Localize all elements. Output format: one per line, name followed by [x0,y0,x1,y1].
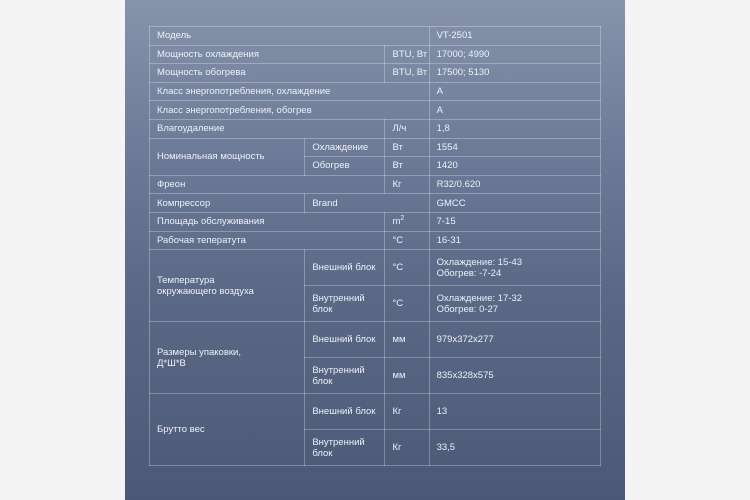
table-row-package-outdoor [150,322,601,358]
row-sublabel: Внутренний блок [305,358,385,394]
row-sublabel: Обогрев [305,157,385,176]
row-value: 13 [429,394,600,430]
row-sublabel: Внешний блок [305,250,385,286]
table-row-refrigerant [150,175,601,194]
row-value [429,286,600,322]
unit-base: m [392,216,401,228]
table-row-nominal-power-cooling [150,138,601,157]
table-row-model [150,27,601,46]
row-label: Влагоудаление [150,119,385,138]
row-label: Класс энергопотребления, охлаждение [150,82,430,101]
spec-panel [125,0,625,500]
table-row-heating-power [150,64,601,83]
table-row-ambient-outdoor [150,250,601,286]
row-unit: Вт [385,157,429,176]
row-label: Класс энергопотребления, обогрев [150,101,430,120]
row-value: 17000; 4990 [429,45,600,64]
row-label: Фреон [150,175,385,194]
row-label: Температура окружающего воздуха [150,250,305,322]
row-value: R32/0.620 [429,175,600,194]
row-sublabel: Brand [305,194,429,213]
row-value: 1554 [429,138,600,157]
row-unit [385,212,429,231]
row-unit: BTU, Вт [385,45,429,64]
row-value: 979x372x277 [429,322,600,358]
row-unit: мм [385,322,429,358]
row-value: GMCC [429,194,600,213]
row-unit: мм [385,358,429,394]
table-row-cooling-power [150,45,601,64]
row-label: Мощность обогрева [150,64,385,83]
row-label: Брутто вес [150,394,305,466]
value-line: Обогрев: 0-27 [436,303,499,315]
row-sublabel: Охлаждение [305,138,385,157]
row-unit: Вт [385,138,429,157]
value-line: Обогрев: -7-24 [436,267,502,279]
row-unit: Кг [385,175,429,194]
row-unit: BTU, Вт [385,64,429,83]
row-sublabel: Внутренний блок [305,286,385,322]
value-line: Охлаждение: 17-32 [436,292,523,304]
row-label: Модель [150,27,430,46]
row-unit: °C [385,286,429,322]
row-sublabel: Внешний блок [305,394,385,430]
row-label: Мощность охлаждения [150,45,385,64]
spec-table [149,26,601,466]
row-value: 16-31 [429,231,600,250]
row-unit: Кг [385,430,429,466]
row-label: Площадь обслуживания [150,212,385,231]
row-unit: °C [385,231,429,250]
row-value: 33,5 [429,430,600,466]
row-label: Номинальная мощность [150,138,305,175]
row-label: Компрессор [150,194,305,213]
row-unit: °C [385,250,429,286]
row-value: 17500; 5130 [429,64,600,83]
table-row-energy-class-heating [150,101,601,120]
row-value: A [429,82,600,101]
row-unit: Кг [385,394,429,430]
row-label: Размеры упаковки, Д*Ш*В [150,322,305,394]
table-row-compressor [150,194,601,213]
unit-superscript: 2 [400,215,405,223]
table-row-service-area [150,212,601,231]
row-value: 7-15 [429,212,600,231]
table-row-dehumidification [150,119,601,138]
row-value: A [429,101,600,120]
row-value: 1420 [429,157,600,176]
table-row-weight-outdoor [150,394,601,430]
row-sublabel: Внешний блок [305,322,385,358]
table-row-energy-class-cooling [150,82,601,101]
row-value: VT-2501 [429,27,600,46]
value-line: Охлаждение: 15-43 [436,256,523,268]
row-value: 1,8 [429,119,600,138]
row-value [429,250,600,286]
row-label: Рабочая теператута [150,231,385,250]
row-value: 835x328x575 [429,358,600,394]
row-sublabel: Внутренний блок [305,430,385,466]
table-row-working-temp [150,231,601,250]
row-unit: Л/ч [385,119,429,138]
